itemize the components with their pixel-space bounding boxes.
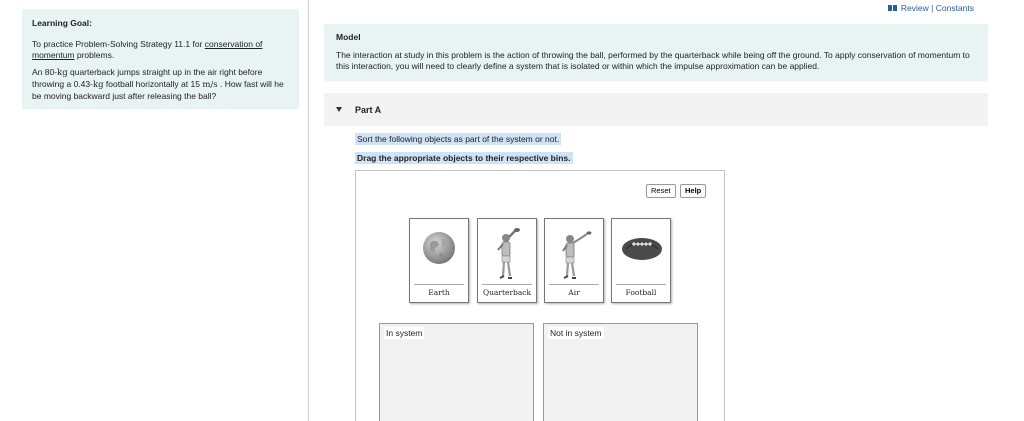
review-constants-link[interactable] [888,3,974,13]
bin-not-in-system[interactable] [543,323,698,421]
learning-goal-title: Learning Goal: [32,18,92,28]
bin-label: In system [386,328,423,338]
earth-icon [418,227,460,269]
model-box [324,24,988,81]
card-earth[interactable] [409,218,469,303]
card-air[interactable] [544,218,604,303]
collapse-triangle-icon[interactable] [336,107,342,112]
part-a-header[interactable] [324,93,988,126]
quarterback-icon [486,227,528,283]
air-icon [553,227,595,283]
bin-label: Not in system [550,328,602,338]
review-constants-label: Review | Constants [900,3,974,13]
learning-goal-text: To practice Problem-Solving Strategy 11.1 for conservation of momentum problems. [32,39,263,60]
drag-drop-area [355,170,725,421]
part-label: Part A [355,104,382,115]
card-label: Quarterback [482,288,532,297]
model-text: The interaction at study in this problem is the action of throwing the ball, performed by the quarterback while being off the ground. To apply conservation of momentum to this interaction, you will need to clearly define a system that is isolated or within which the impulse approximation can be applied. [336,50,970,71]
card-label: Earth [428,288,450,297]
card-label: Air [568,288,580,297]
instruction-text: Sort the following objects as part of the system or not. [357,134,560,144]
directive-text: Drag the appropriate objects to their respective bins. [357,153,571,163]
conservation-of-momentum-link[interactable]: conservation of momentum [32,39,263,60]
card-label: Football [625,288,657,297]
learning-goal-panel [22,9,299,109]
help-button[interactable]: Help [680,184,706,198]
column-divider [308,0,309,421]
book-icon [888,5,897,11]
problem-statement: An 80-kg quarterback jumps straight up in the air right before throwing a 0.43-kg football horizontally at 15 m/s . How fast will he be moving backward just after releasing the ball? [32,67,284,101]
card-football[interactable] [611,218,671,303]
bin-in-system[interactable] [379,323,534,421]
model-title: Model [336,32,361,42]
football-icon [620,227,664,271]
card-quarterback[interactable] [477,218,537,303]
reset-button[interactable]: Reset [646,184,676,198]
